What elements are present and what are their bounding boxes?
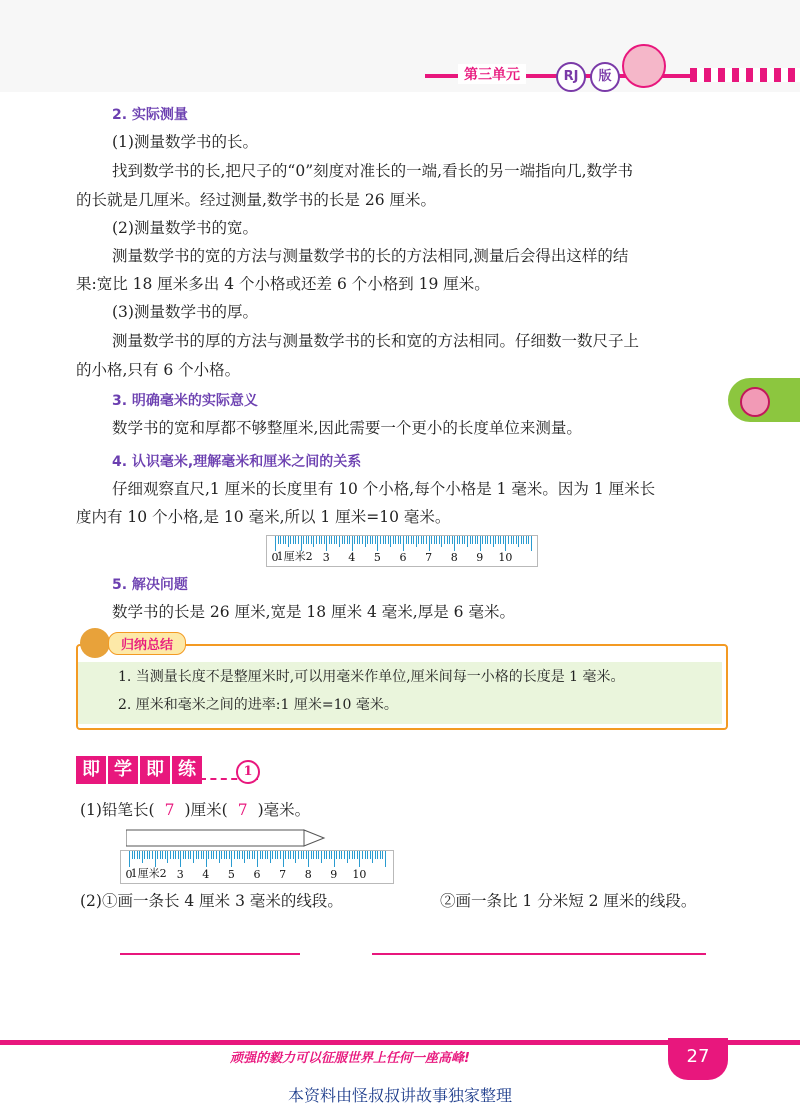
ruler-label: 10: [498, 551, 513, 564]
ruler-tick: [183, 851, 184, 859]
ruler-figure: [266, 535, 538, 567]
question-2-part-2: ②画一条比 1 分米短 2 厘米的线段。: [440, 892, 697, 910]
ruler-tick: [308, 536, 309, 544]
ruler-label: 7: [279, 868, 287, 881]
ruler-tick: [447, 536, 448, 544]
section-2-title: 2. 实际测量: [112, 107, 188, 123]
ruler-label: 1厘米2: [130, 867, 167, 880]
practice-char: 即: [140, 756, 170, 784]
ruler-tick: [324, 851, 325, 859]
ruler-tick: [295, 536, 296, 544]
checker-decoration: [690, 68, 800, 82]
ruler-tick: [467, 536, 468, 547]
ruler-tick: [531, 536, 532, 551]
ruler-tick: [336, 851, 337, 859]
ruler-tick: [400, 536, 401, 544]
ruler-label: 5: [373, 551, 381, 564]
ruler-tick: [339, 851, 340, 859]
ruler-tick: [331, 851, 332, 859]
side-tab: [728, 378, 800, 422]
s2-1-para-line1: 找到数学书的长,把尺子的“0”刻度对准长的一端,看长的另一端指向几,数学书: [112, 162, 633, 180]
ruler-label: 8: [450, 551, 458, 564]
ruler-tick: [370, 851, 371, 859]
ruler-tick: [347, 851, 348, 863]
ruler-tick: [280, 851, 281, 859]
lion-mascot-icon: [80, 628, 110, 658]
ruler-tick: [367, 536, 368, 544]
ruler-tick: [231, 851, 232, 867]
ruler-tick: [306, 536, 307, 544]
ruler-tick: [418, 536, 419, 544]
ruler-tick: [267, 851, 268, 859]
ruler-label: 8: [304, 868, 312, 881]
ruler-tick: [157, 851, 158, 859]
ruler-tick: [290, 536, 291, 544]
ruler-tick: [372, 851, 373, 863]
ruler-tick: [385, 851, 386, 867]
ruler-tick: [482, 536, 483, 544]
page-number: 27: [668, 1038, 728, 1080]
ruler-tick: [367, 851, 368, 859]
ruler-tick: [403, 536, 404, 551]
pencil-icon: [126, 826, 326, 850]
ruler-tick: [165, 851, 166, 859]
ruler-tick: [406, 536, 407, 544]
ruler-tick: [352, 851, 353, 859]
ruler-tick: [382, 851, 383, 859]
ruler-tick: [377, 851, 378, 859]
ruler-tick: [357, 851, 358, 859]
ruler-label: 0: [271, 551, 279, 564]
ruler-tick: [193, 851, 194, 863]
s2-2-heading: (2)测量数学书的宽。: [112, 219, 258, 237]
ruler-tick: [313, 851, 314, 859]
ruler-tick: [316, 536, 317, 544]
summary-line-1: 1. 当测量长度不是整厘米时,可以用毫米作单位,厘米间每一小格的长度是 1 毫米。: [118, 669, 625, 685]
ruler-tick: [505, 536, 506, 551]
ruler-tick: [431, 536, 432, 544]
ruler-label: 5: [227, 868, 235, 881]
ruler-tick: [444, 536, 445, 544]
ruler-tick: [493, 536, 494, 547]
ruler-tick: [321, 851, 322, 863]
s4-para-line2: 度内有 10 个小格,是 10 毫米,所以 1 厘米=10 毫米。: [76, 508, 451, 526]
ruler-tick: [167, 851, 168, 863]
ruler-tick: [190, 851, 191, 859]
ruler-tick: [311, 851, 312, 859]
question-1: [80, 796, 310, 825]
ruler-tick: [383, 536, 384, 544]
ruler-tick: [229, 851, 230, 859]
ruler-label: 0: [125, 868, 133, 881]
ruler-tick: [188, 851, 189, 859]
s5-para: 数学书的长是 26 厘米,宽是 18 厘米 4 毫米,厚是 6 毫米。: [112, 603, 515, 621]
ruler-tick: [211, 851, 212, 859]
ruler-tick: [272, 851, 273, 859]
ruler-tick: [134, 851, 135, 859]
ruler-tick: [354, 851, 355, 859]
ruler-tick: [242, 851, 243, 859]
ruler-tick: [249, 851, 250, 859]
ruler-tick: [429, 536, 430, 551]
credit-line: 本资料由怪叔叔讲故事独家整理: [287, 1086, 512, 1105]
ruler-tick: [439, 536, 440, 544]
ruler-tick: [149, 851, 150, 859]
ruler-tick: [277, 851, 278, 859]
ruler-tick: [278, 536, 279, 544]
ruler-tick: [298, 851, 299, 859]
ruler-tick: [354, 536, 355, 544]
ruler-tick: [385, 536, 386, 544]
ruler-tick: [283, 536, 284, 544]
rj-badge: RJ: [556, 62, 586, 92]
ruler-label: 4: [348, 551, 356, 564]
q1-text-a: (1)铅笔长(: [80, 801, 155, 819]
ruler-tick: [498, 536, 499, 544]
ruler-tick: [365, 536, 366, 547]
ruler-tick: [362, 536, 363, 544]
q1-answer-mm: 7: [237, 801, 248, 819]
ruler-tick: [173, 851, 174, 859]
ruler-tick: [257, 851, 258, 867]
ruler-tick: [421, 536, 422, 544]
ruler-label: 7: [425, 551, 433, 564]
ruler-tick: [334, 851, 335, 867]
ruler-tick: [254, 851, 255, 859]
summary-title: 归纳总结: [108, 632, 186, 655]
ruler-tick: [393, 536, 394, 544]
ruler-tick: [413, 536, 414, 544]
ruler-tick: [487, 536, 488, 544]
s2-3-heading: (3)测量数学书的厚。: [112, 303, 258, 321]
q1-text-c: )毫米。: [257, 801, 311, 819]
practice-char: 学: [108, 756, 138, 784]
ruler-tick: [377, 536, 378, 551]
ruler-label: 4: [202, 868, 210, 881]
ruler-tick: [239, 851, 240, 859]
ruler-tick: [216, 851, 217, 859]
ruler-tick: [423, 536, 424, 544]
ruler-tick: [477, 536, 478, 544]
ruler-tick: [352, 536, 353, 551]
ruler-tick: [349, 851, 350, 859]
ruler-tick: [347, 536, 348, 544]
fox-face-icon: [740, 387, 770, 417]
ruler-tick: [198, 851, 199, 859]
ruler-tick: [318, 851, 319, 859]
ruler-tick: [362, 851, 363, 859]
ruler-tick: [288, 851, 289, 859]
s2-1-para-line2: 的长就是几厘米。经过测量,数学书的长是 26 厘米。: [76, 191, 437, 209]
ruler-tick: [454, 536, 455, 551]
ruler-label: 3: [322, 551, 330, 564]
ruler-tick: [457, 536, 458, 544]
ruler-tick: [339, 536, 340, 547]
practice-title: [76, 756, 204, 784]
s2-3-para-line1: 测量数学书的厚的方法与测量数学书的长和宽的方法相同。仔细数一数尺子上: [112, 332, 640, 350]
ruler-tick: [408, 536, 409, 544]
ruler-tick: [180, 851, 181, 867]
ruler-tick: [152, 851, 153, 859]
ruler-tick: [226, 851, 227, 859]
ruler-tick: [390, 536, 391, 547]
ruler-tick: [370, 536, 371, 544]
ruler-tick: [185, 851, 186, 859]
ruler-tick: [175, 851, 176, 859]
ruler-tick: [523, 536, 524, 544]
ruler-tick: [224, 851, 225, 859]
ruler-tick: [303, 536, 304, 544]
ruler-tick: [137, 851, 138, 859]
ruler-tick: [375, 536, 376, 544]
ruler-tick: [459, 536, 460, 544]
practice-number: 1: [236, 760, 260, 784]
footer-motto: 顽强的毅力可以征服世界上任何一座高峰!: [230, 1051, 470, 1066]
ruler-tick: [490, 536, 491, 544]
ruler-tick: [295, 851, 296, 863]
ruler-tick: [316, 851, 317, 859]
header-band: [0, 0, 800, 92]
s2-2-para-line2: 果:宽比 18 厘米多出 4 个小格或还差 6 个小格到 19 厘米。: [76, 275, 490, 293]
summary-line-2: 2. 厘米和毫米之间的进率:1 厘米=10 毫米。: [118, 697, 398, 713]
ruler-tick: [336, 536, 337, 544]
ruler-tick: [219, 851, 220, 863]
ruler-tick: [311, 536, 312, 544]
ruler-tick: [252, 851, 253, 859]
ruler-tick: [464, 536, 465, 544]
ruler-tick: [426, 536, 427, 544]
section-5-title: 5. 解决问题: [112, 577, 188, 593]
ruler-tick: [342, 536, 343, 544]
ruler-label: 9: [330, 868, 338, 881]
ruler-tick: [147, 851, 148, 859]
ruler-tick: [285, 536, 286, 544]
ruler-figure-2: [120, 850, 394, 884]
ruler-tick: [283, 851, 284, 867]
ruler-tick: [221, 851, 222, 859]
practice-char: 练: [172, 756, 202, 784]
ruler-tick: [472, 536, 473, 544]
ruler-tick: [313, 536, 314, 547]
ruler-tick: [436, 536, 437, 544]
ruler-tick: [480, 536, 481, 551]
ruler-tick: [503, 536, 504, 544]
unit-label: 第三单元: [458, 64, 526, 84]
section-3-title: 3. 明确毫米的实际意义: [112, 393, 258, 409]
ruler-tick: [500, 536, 501, 544]
ruler-label: 1厘米2: [276, 550, 313, 563]
ruler-tick: [324, 536, 325, 544]
ruler-tick: [208, 851, 209, 859]
ruler-tick: [331, 536, 332, 544]
ruler-tick: [475, 536, 476, 544]
ruler-tick: [508, 536, 509, 544]
ruler-tick: [132, 851, 133, 859]
answer-line-2: [372, 953, 706, 955]
ruler-tick: [170, 851, 171, 859]
ruler-tick: [308, 851, 309, 867]
ruler-tick: [521, 536, 522, 544]
ruler-tick: [511, 536, 512, 544]
ruler-tick: [178, 851, 179, 859]
ruler-tick: [495, 536, 496, 544]
ruler-tick: [247, 851, 248, 859]
ruler-label: 6: [399, 551, 407, 564]
ruler-tick: [237, 851, 238, 859]
ruler-tick: [449, 536, 450, 544]
ruler-tick: [485, 536, 486, 544]
ruler-tick: [260, 851, 261, 859]
ruler-tick: [326, 536, 327, 551]
ruler-tick: [326, 851, 327, 859]
ruler-tick: [411, 536, 412, 544]
q1-answer-cm: 7: [164, 801, 175, 819]
ruler-label: 3: [176, 868, 184, 881]
ruler-label: 6: [253, 868, 261, 881]
ruler-tick: [416, 536, 417, 547]
s2-1-heading: (1)测量数学书的长。: [112, 133, 258, 151]
mascot-girl-icon: [622, 44, 666, 88]
ruler-tick: [144, 851, 145, 859]
ruler-tick: [234, 851, 235, 859]
ruler-tick: [398, 536, 399, 544]
ruler-tick: [380, 851, 381, 859]
ruler-tick: [372, 536, 373, 544]
ruler-tick: [290, 851, 291, 859]
ruler-tick: [329, 536, 330, 544]
ruler-tick: [518, 536, 519, 547]
ruler-tick: [196, 851, 197, 859]
ruler-tick: [434, 536, 435, 544]
ruler-tick: [526, 536, 527, 544]
ruler-tick: [262, 851, 263, 859]
ruler-tick: [380, 536, 381, 544]
ruler-tick: [513, 536, 514, 544]
section-4-title: 4. 认识毫米,理解毫米和厘米之间的关系: [112, 454, 362, 470]
ruler-tick: [306, 851, 307, 859]
ruler-tick: [280, 536, 281, 544]
ruler-tick: [365, 851, 366, 859]
ruler-tick: [452, 536, 453, 544]
ruler-tick: [395, 536, 396, 544]
ruler-tick: [285, 851, 286, 859]
ruler-tick: [293, 536, 294, 544]
ruler-tick: [293, 851, 294, 859]
ruler-tick: [321, 536, 322, 544]
ruler-tick: [441, 536, 442, 547]
ruler-tick: [265, 851, 266, 859]
ban-badge: 版: [590, 62, 620, 92]
ruler-tick: [528, 536, 529, 544]
s3-para: 数学书的宽和厚都不够整厘米,因此需要一个更小的长度单位来测量。: [112, 419, 582, 437]
ruler-tick: [470, 536, 471, 544]
ruler-tick: [375, 851, 376, 859]
ruler-tick: [213, 851, 214, 859]
ruler-tick: [298, 536, 299, 544]
ruler-tick: [344, 851, 345, 859]
ruler-tick: [344, 536, 345, 544]
ruler-tick: [334, 536, 335, 544]
ruler-tick: [303, 851, 304, 859]
ruler-tick: [288, 536, 289, 547]
ruler-tick: [139, 851, 140, 859]
s4-para-line1: 仔细观察直尺,1 厘米的长度里有 10 个小格,每个小格是 1 毫米。因为 1 厘米长: [112, 480, 656, 498]
ruler-tick: [329, 851, 330, 859]
ruler-tick: [462, 536, 463, 544]
ruler-tick: [203, 851, 204, 859]
ruler-tick: [162, 851, 163, 859]
ruler-tick: [516, 536, 517, 544]
ruler-tick: [270, 851, 271, 863]
q1-text-b: )厘米(: [184, 801, 228, 819]
ruler-tick: [319, 536, 320, 544]
ruler-tick: [244, 851, 245, 863]
ruler-label: 10: [352, 868, 367, 881]
practice-char: 即: [76, 756, 106, 784]
ruler-tick: [359, 536, 360, 544]
ruler-label: 9: [476, 551, 484, 564]
s2-3-para-line2: 的小格,只有 6 个小格。: [76, 361, 241, 379]
s2-2-para-line1: 测量数学书的宽的方法与测量数学书的长的方法相同,测量后会得出这样的结: [112, 247, 629, 265]
ruler-tick: [388, 536, 389, 544]
ruler-tick: [275, 851, 276, 859]
ruler-tick: [357, 536, 358, 544]
ruler-tick: [206, 851, 207, 867]
ruler-tick: [160, 851, 161, 859]
answer-line-1: [120, 953, 300, 955]
question-2-part-1: (2)①画一条长 4 厘米 3 毫米的线段。: [80, 892, 343, 910]
ruler-tick: [142, 851, 143, 863]
ruler-tick: [341, 851, 342, 859]
ruler-tick: [301, 851, 302, 859]
ruler-tick: [201, 851, 202, 859]
ruler-tick: [349, 536, 350, 544]
ruler-tick: [359, 851, 360, 867]
